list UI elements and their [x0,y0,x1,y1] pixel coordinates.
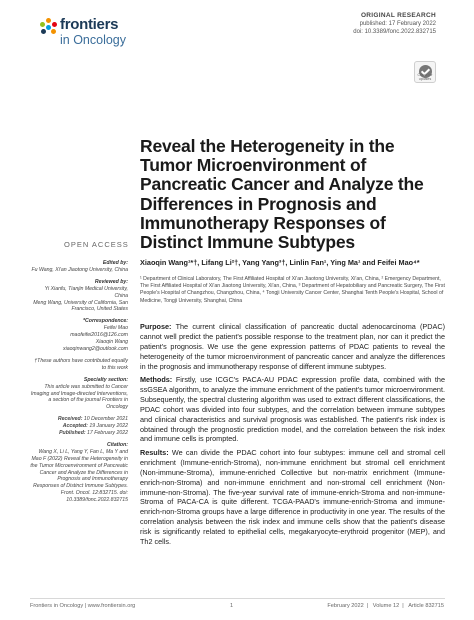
correspondence[interactable]: Feifei Mao maofeifei2016@126.com Xiaoqin Wang xiaoqinwang2@outlook.com [63,325,128,352]
article-sidebar [30,260,128,509]
methods-label: Methods: [140,375,173,385]
results-label: Results: [140,447,169,457]
abstract [140,322,445,550]
published-date: published: 17 February 2022 [359,21,436,27]
correspondence-label: *Correspondence: [83,318,128,325]
abstract-methods [140,375,445,444]
sidebar-published-date: 17 February 2022 [87,430,128,437]
received-date: 10 December 2021 [83,416,128,423]
article-dates [30,416,128,437]
reviewed-by: Yi Xianfu, Tianjin Medical University, China Meng Wang, University of California, San Francisco, United States [33,285,128,313]
footer-article: Article 832715 [408,603,444,609]
equal-contribution-note: †These authors have contributed equally to this work [34,357,128,371]
edited-by-label: Edited by: [102,260,128,266]
footer-date: February 2022 [327,603,364,609]
page-number: 1 [230,603,234,609]
reviewed-by-label: Reviewed by: [94,278,128,285]
article-type: ORIGINAL RESEARCH [360,12,436,19]
journal-logo[interactable] [40,16,150,52]
accepted-date: 19 January 2022 [89,423,128,430]
results-text: We can divide the PDAC cohort into four subtypes: immune cell and stromal cell enrichment (Immune-enrich-Stroma), non-immune enrichment but stromal cell enrichment (Non-immune-Stroma), immune-enriched Collective but non-matrix enrichment (Immune-enrich-non-Stroma) and non-immune enrichment and non-stromal cell enrichment (Non-immune-non-Stroma). The five-year survival rate of immune-enrich-Stroma and non-immune-Stroma of PACA-CA is quite different. TCGA-PAAD's immune-enrich-Stroma and immune-enrich-non-Stroma groups have a large difference in productivity in one year. The results of the correlation analysis between the risk index and immune cells show that the patient's disease risk is significantly related to epithelial cells, megakaryocyte-erythroid progenitor (MEP), and Th2 cells. [140,447,446,547]
author-list: Xiaoqin Wang¹*†, Lifang Li²†, Yang Yang³†, Linlin Fan¹, Ying Ma¹ and Feifei Mao⁴* [140,258,420,267]
affiliations: ¹ Department of Clinical Laboratory, The First Affiliated Hospital of Xi'an Jiaotong University, Xi'an, China, ² Emergency Department, The First Affiliated Hospital of Xi'an Jiaotong University, Xi'an, China, ³ Department of Hepatobiliary and Pancreatic Surgery, The First People's Hospital of Changzhou, Changzhou, China, ⁴ Tongji University Cancer Center, Shanghai Tenth People's Hospital, School of Medicine, Tongji University, Shanghai, China [140,276,445,304]
received-label: Received: [57,416,83,423]
accepted-label: Accepted: [62,423,88,430]
article-header-meta [353,12,436,36]
article-title: Reveal the Heterogeneity in the Tumor Microenvironment of Pancreatic Cancer and Analyze the Differences in Prognosis and Immunotherapy Responses of Distinct Immune Subtypes [140,136,424,253]
purpose-label: Purpose: [140,322,172,331]
published-label: Published: [59,430,86,437]
citation-label: Citation: [106,441,128,448]
footer-volume: Volume 12 [372,603,400,609]
purpose-text: The current clinical classification of pancreatic ductal adenocarcinoma (PDAC) cannot well predict the patient's possible response to the treatment plan, nor can it predict the patient's prognosis. We use the gene expression patterns of PDAC patients to reveal the heterogeneity of the tumor microenvironment of pancreatic cancer and analyze the differences in the prognosis and immunotherapy response of different immune subtypes. [140,322,445,371]
footer-issue-info: February 2022 | Volume 12 | Article 832715 [327,603,444,609]
journal-name: in Oncology [60,33,127,47]
specialty-section: This article was submitted to Cancer Imaging and Image-directed Interventions, a section of the journal Frontiers in Oncology [30,383,128,411]
abstract-results [140,448,445,547]
doi-link[interactable]: doi: 10.3389/fonc.2022.832715 [353,29,436,35]
open-access-label: OPEN ACCESS [64,240,129,249]
check-updates-button[interactable] [414,61,436,83]
abstract-purpose [140,322,445,372]
methods-text: Firstly, use ICGC's PACA-AU PDAC expression profile data, combined with the ssGSEA algorithm, to analyze the immune enrichment of the patient's tumor microenvironment. Subsequently, the spectral clustering algorithm was used to extract different classifications, the PDAC cohort was divided into four subtypes, and the correlation between immune subtypes and clinical characteristics and survival prognosis was established. The patient's risk index is obtained through the prognostic prediction model, and the correlation between the risk index and immune cells is prompted. [140,375,445,444]
footer-journal-link[interactable]: Frontiers in Oncology | www.frontiersin.org [30,603,136,609]
check-updates-label: Check for updates [417,73,433,81]
specialty-section-label: Specialty section: [83,376,128,383]
journal-brand: frontiers [60,16,119,33]
edited-by: Fu Wang, Xi'an Jiaotong University, China [31,266,128,273]
citation: Wang X, Li L, Yang Y, Fan L, Ma Y and Mao F (2022) Reveal the Heterogeneity in the Tumor Microenvironment of Pancreatic Cancer and Analyze the Differences in Prognosis and Immunotherapy Responses of Distinct Immune Subtypes. Front. Oncol. 12:832715. doi: 10.3389/fonc.2022.832715 [30,448,128,504]
footer-divider [30,598,445,599]
frontiers-logo-icon [40,18,58,36]
